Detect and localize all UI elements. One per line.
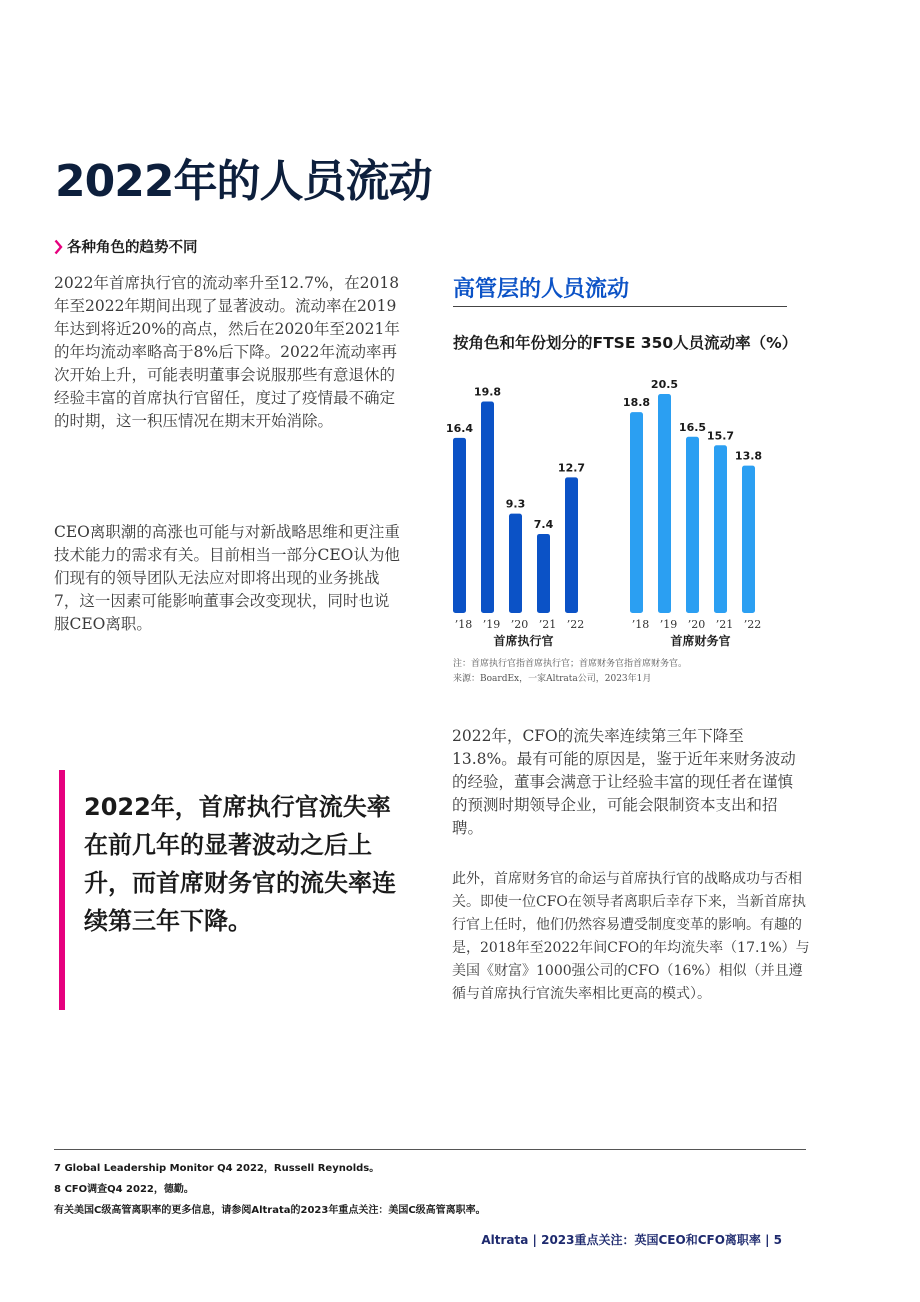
chevron-right-icon bbox=[54, 239, 63, 255]
bar-value-label: 9.3 bbox=[505, 497, 526, 511]
paragraph-cfo-turnover: 2022年，CFO的流失率连续第三年下降至13.8%。最有可能的原因是，鉴于近年来财务波动的经验，董事会满意于让经验丰富的现任者在谨慎的预测时期领导企业，可能会限制资本支出和招聘。 bbox=[452, 727, 796, 837]
bar-value-label: 18.8 bbox=[622, 396, 651, 410]
chart-subtitle: 按角色和年份划分的FTSE 350人员流动率（%） bbox=[453, 334, 798, 352]
tick-label: ’21 bbox=[538, 618, 557, 631]
tick-label: ’20 bbox=[687, 618, 706, 631]
bar-ceo-4 bbox=[565, 477, 578, 613]
footnote-more-info[interactable]: 有关美国C级高管离职率的更多信息，请参阅Altrata的2023年重点关注：美国C级高管离职率。 bbox=[54, 1205, 486, 1216]
tick-label: ’21 bbox=[715, 618, 734, 631]
tick-label: ’18 bbox=[631, 618, 650, 631]
bar-cfo-2 bbox=[686, 437, 699, 613]
bar-value-label: 13.8 bbox=[734, 449, 763, 463]
tick-label: ’18 bbox=[454, 618, 473, 631]
quote-accent-bar bbox=[59, 770, 65, 1010]
paragraph-ceo-turnover: 2022年首席执行官的流动率升至12.7%，在2018年至2022年期间出现了显著波动。流动率在2019年达到将近20%的高点，然后在2020年至2021年的年均流动率略高于8%后下降。2022年流动率再次开始上升，可能表明董事会说服那些有意退休的经验丰富的首席执行官留任，度过了疫情最不确定的时期，这一积压情况在期末开始消除。 bbox=[54, 274, 400, 430]
bar-value-label: 20.5 bbox=[650, 378, 679, 392]
page-footer: Altrata | 2023重点关注：英国CEO和CFO离职率 | 5 bbox=[481, 1233, 782, 1247]
bar-value-label: 15.7 bbox=[706, 429, 735, 443]
bar-value-label: 16.5 bbox=[678, 420, 707, 434]
turnover-bar-chart bbox=[440, 362, 810, 652]
bar-value-label: 19.8 bbox=[473, 385, 502, 399]
group-label: 首席执行官 bbox=[493, 634, 554, 648]
chart-section-heading: 高管层的人员流动 bbox=[453, 277, 630, 302]
chart-notes bbox=[453, 657, 687, 687]
paragraph-cfo-fate: 此外，首席财务官的命运与首席执行官的战略成功与否相关。即使一位CFO在领导者离职后幸存下来，当新首席执行官上任时，他们仍然容易遭受制度变革的影响。有趣的是，2018年至2022年间CFO的年均流失率（17.1%）与美国《财富》1000强公司的CFO（16%）相似（并且遵循与首席执行官流失率相比更高的模式）。 bbox=[452, 871, 810, 1002]
bar-value-label: 16.4 bbox=[445, 421, 474, 435]
tick-label: ’19 bbox=[482, 618, 501, 631]
kicker-label: 各种角色的趋势不同 bbox=[67, 240, 198, 256]
group-label: 首席财务官 bbox=[670, 634, 731, 648]
bar-ceo-1 bbox=[481, 402, 494, 614]
footnotes bbox=[54, 1158, 486, 1221]
footnote-7: 7 Global Leadership Monitor Q4 2022，Russell Reynolds。 bbox=[54, 1163, 380, 1174]
footnote-8: 8 CFO调查Q4 2022，德勤。 bbox=[54, 1184, 194, 1195]
bar-cfo-3 bbox=[714, 445, 727, 613]
chart-heading-divider bbox=[453, 306, 787, 307]
bar-cfo-4 bbox=[742, 466, 755, 613]
paragraph-ceo-strategy: CEO离职潮的高涨也可能与对新战略思维和更注重技术能力的需求有关。目前相当一部分CEO认为他们现有的领导团队无法应对即将出现的业务挑战7，这一因素可能影响董事会改变现状，同时也说服CEO离职。 bbox=[54, 523, 400, 633]
bar-cfo-0 bbox=[630, 412, 643, 613]
bar-ceo-0 bbox=[453, 438, 466, 613]
section-kicker bbox=[54, 236, 198, 257]
pull-quote: 2022年，首席执行官流失率在前几年的显著波动之后上升，而首席财务官的流失率连续第三年下降。 bbox=[84, 793, 396, 935]
bar-ceo-3 bbox=[537, 534, 550, 613]
chart-source: 来源：BoardEx，一家Altrata公司，2023年1月 bbox=[453, 674, 652, 684]
page-title: 2022年的人员流动 bbox=[55, 156, 432, 207]
tick-label: ’20 bbox=[510, 618, 529, 631]
bar-value-label: 12.7 bbox=[557, 461, 586, 475]
footnote-divider bbox=[54, 1149, 806, 1150]
bar-cfo-1 bbox=[658, 394, 671, 613]
bar-value-label: 7.4 bbox=[533, 517, 554, 531]
tick-label: ’22 bbox=[743, 618, 762, 631]
bar-ceo-2 bbox=[509, 514, 522, 613]
tick-label: ’22 bbox=[566, 618, 585, 631]
chart-note: 注：首席执行官指首席执行官；首席财务官指首席财务官。 bbox=[453, 659, 688, 669]
tick-label: ’19 bbox=[659, 618, 678, 631]
